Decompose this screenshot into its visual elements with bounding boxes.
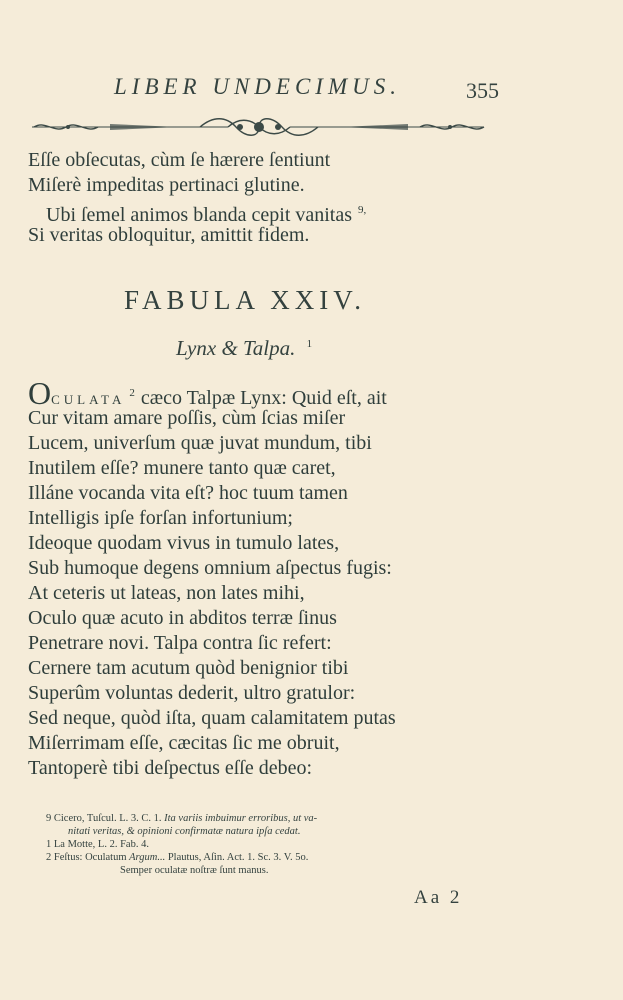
footnote-number: 1 bbox=[46, 839, 52, 850]
fable-title: FABULA XXIV. bbox=[124, 285, 367, 315]
verse-line: Illáne vocanda vita eſt? hoc tuum tamen bbox=[28, 482, 348, 504]
footnote-marker: 2 bbox=[129, 387, 135, 399]
footnotes bbox=[46, 812, 317, 877]
footnote-2-continuation: Semper oculatæ noſtræ ſunt manus. bbox=[120, 865, 269, 876]
footnote-9 bbox=[46, 812, 317, 825]
footnote-marker: 1 bbox=[306, 338, 313, 350]
fable-subtitle bbox=[176, 336, 312, 361]
verse-line: Cur vitam amare poſſis, cùm ſcias miſer bbox=[28, 407, 346, 429]
verse-line: Miſerrimam eſſe, cæcitas ſic me obruit, bbox=[28, 732, 340, 754]
drop-cap: O bbox=[28, 375, 52, 411]
signature-mark: Aa 2 bbox=[414, 887, 463, 908]
footnote-quote: Argum... bbox=[129, 852, 166, 863]
footnote-citation: Feſtus: Oculatum bbox=[53, 852, 127, 863]
verse-line: Sub humoque degens omnium aſpectus fugis: bbox=[28, 557, 392, 579]
verse-line-first bbox=[28, 375, 396, 411]
verse-line bbox=[28, 198, 367, 226]
verse-line: Si veritas obloquitur, amittit fidem. bbox=[28, 224, 310, 246]
decorative-ornament-rule bbox=[28, 112, 490, 142]
verse-line: Oculo quæ acuto in abditos terræ ſinus bbox=[28, 607, 337, 629]
footnote-citation: Plautus, Aſin. Act. 1. Sc. 3. V. 5o. bbox=[167, 852, 309, 863]
running-head: LIBER UNDECIMUS. bbox=[114, 74, 401, 99]
verse-line: Lucem, univerſum quæ juvat mundum, tibi bbox=[28, 432, 372, 454]
footnote-number: 2 bbox=[46, 852, 52, 863]
footnote-citation: Cicero, Tuſcul. L. 3. C. 1. bbox=[53, 813, 162, 824]
footnote-2 bbox=[46, 851, 317, 864]
verse-line: At ceteris ut lateas, non lates mihi, bbox=[28, 582, 305, 604]
verse-line-text: cæco Talpæ Lynx: Quid eſt, ait bbox=[140, 387, 387, 409]
verse-line: Tantoperè tibi deſpectus eſſe debeo: bbox=[28, 757, 313, 779]
footnote-9-continuation bbox=[46, 825, 317, 838]
footnote-1 bbox=[46, 838, 317, 851]
verse-line: Miſerè impeditas pertinaci glutine. bbox=[28, 174, 305, 196]
footnote-quote: Ita variis imbuimur erroribus, ut va- bbox=[164, 813, 318, 824]
footnote-quote: nitati veritas, & opinioni confirmatæ natura ipſa cedat. bbox=[68, 826, 301, 837]
verse-line: Sed neque, quòd iſta, quam calamitatem putas bbox=[28, 707, 396, 729]
verse-line: Penetrare novi. Talpa contra ſic refert: bbox=[28, 632, 332, 654]
footnote-marker: 9, bbox=[358, 204, 367, 216]
small-caps-word: CULATA bbox=[51, 392, 126, 407]
footnote-citation: La Motte, L. 2. Fab. 4. bbox=[53, 839, 149, 850]
verse-line-text: Ubi ſemel animos blanda cepit vanitas bbox=[46, 204, 353, 226]
verse-line: Inutilem eſſe? munere tanto quæ caret, bbox=[28, 457, 336, 479]
footnote-number: 9 bbox=[46, 813, 52, 824]
verse-line: Intelligis ipſe forſan infortunium; bbox=[28, 507, 293, 529]
top-verse-block bbox=[28, 148, 366, 248]
fable-verse-block bbox=[28, 375, 396, 781]
verse-line: Cernere tam acutum quòd benignior tibi bbox=[28, 657, 349, 679]
verse-line: Superûm voluntas dederit, ultro gratulor: bbox=[28, 682, 356, 704]
page-number: 355 bbox=[466, 78, 499, 103]
verse-line: Ideoque quodam vivus in tumulo lates, bbox=[28, 532, 340, 554]
fable-subtitle-text: Lynx & Talpa. bbox=[176, 336, 296, 360]
verse-line: Eſſe obſecutas, cùm ſe hærere ſentiunt bbox=[28, 149, 331, 171]
